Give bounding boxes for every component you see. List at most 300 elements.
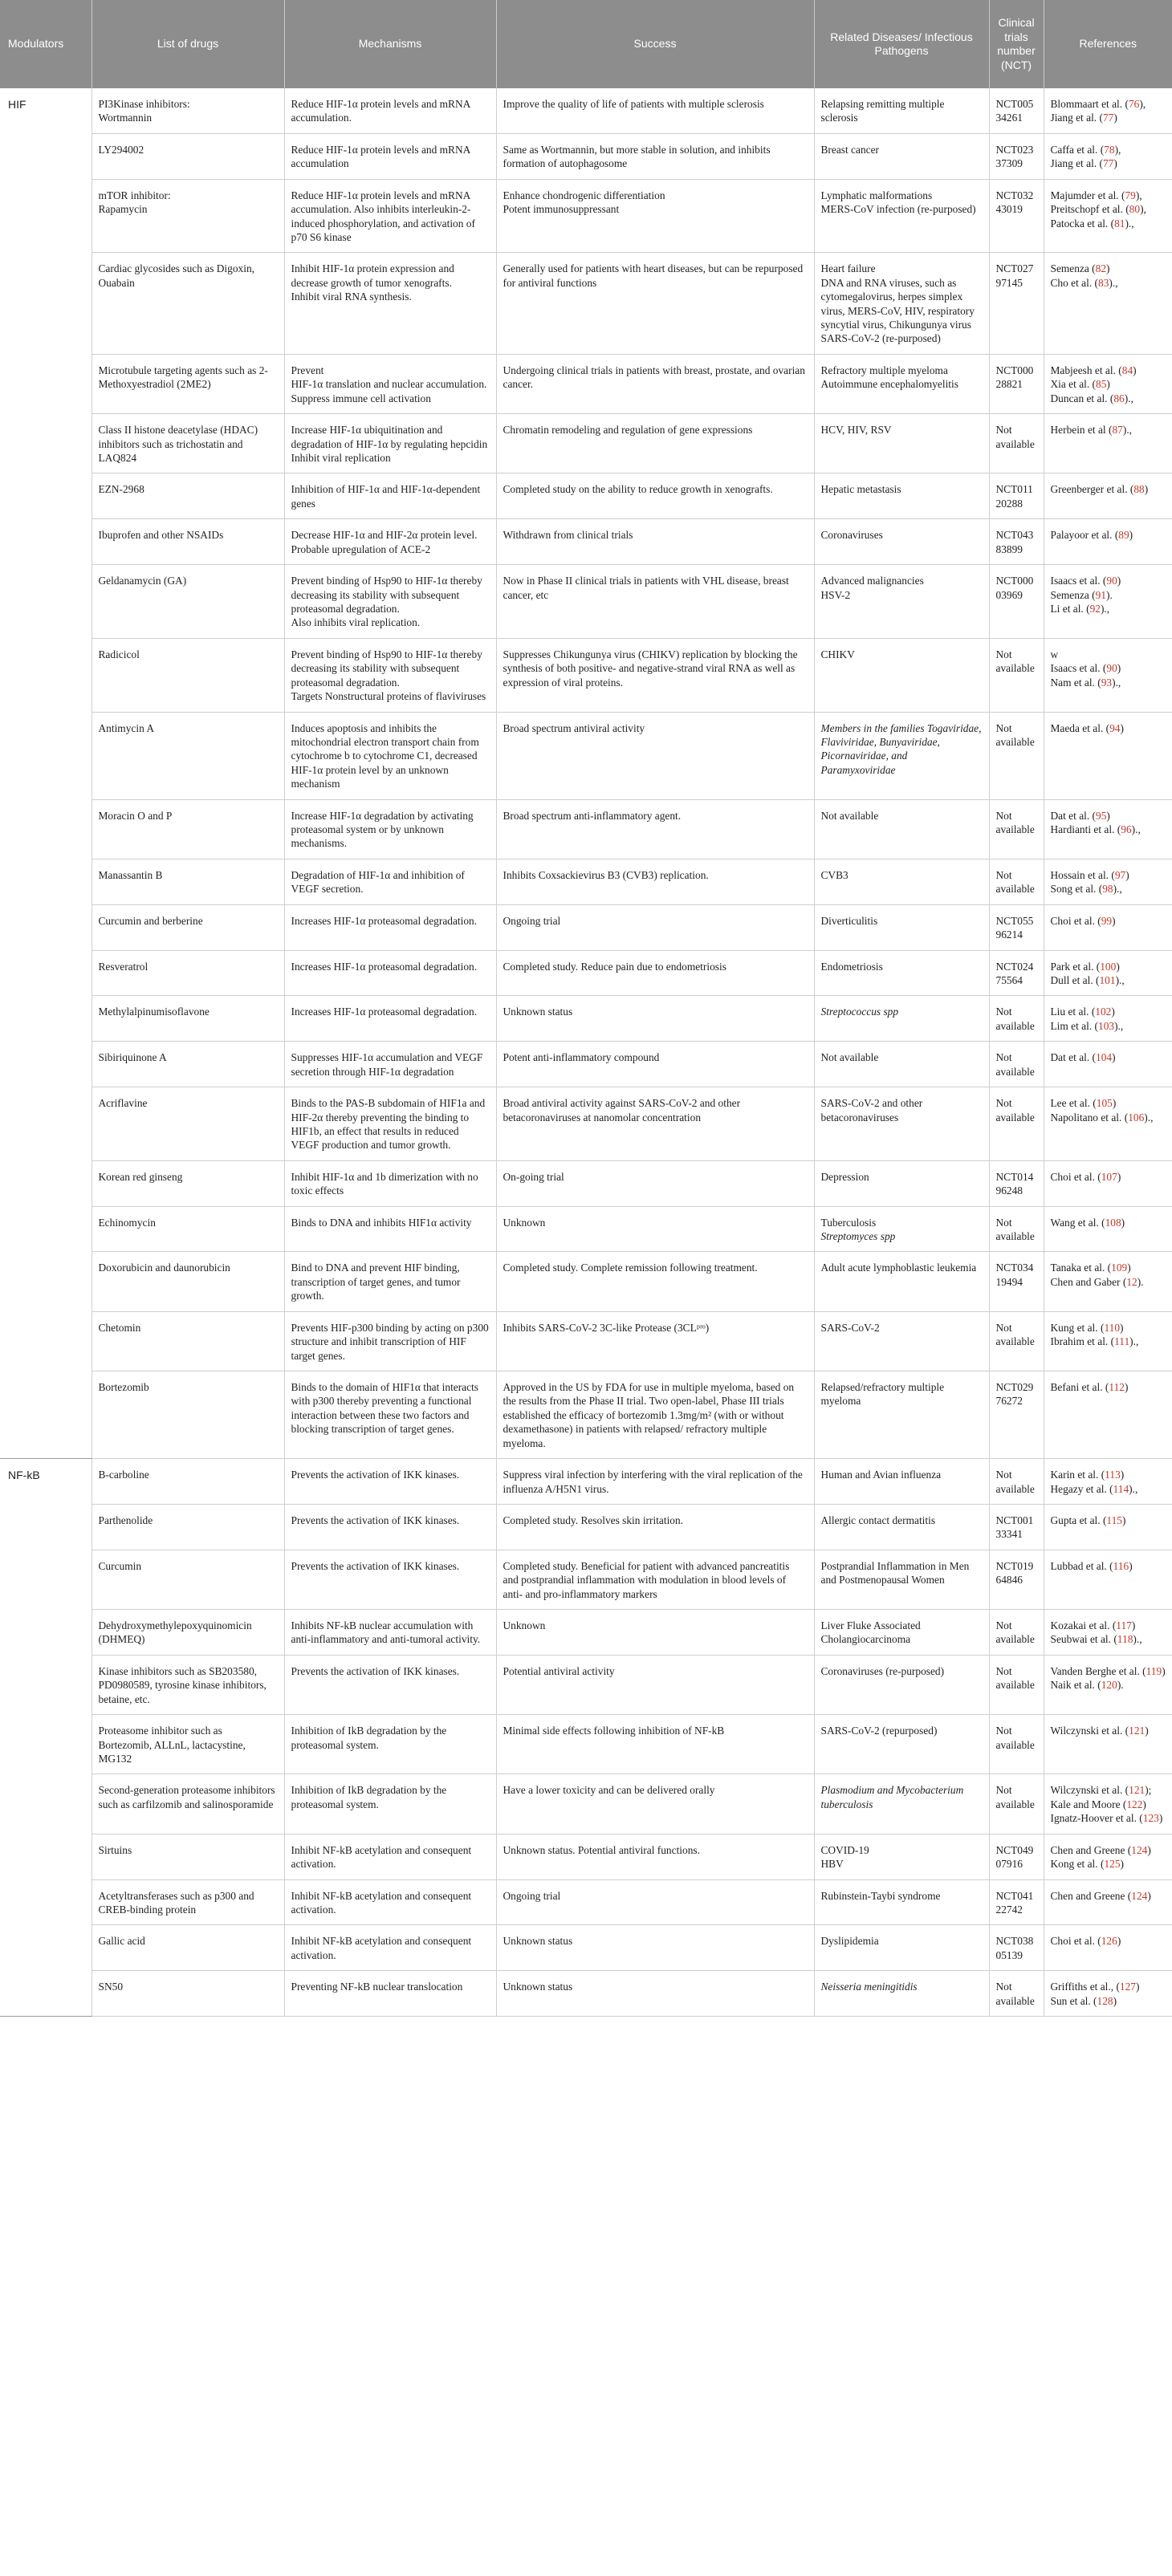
reference-link[interactable]: 123 [1142,1812,1159,1825]
header-drugs: List of drugs [92,0,284,88]
reference-item: Choi et al. (107) [1050,1170,1121,1183]
reference-item: Chen and Greene (124) [1050,1889,1151,1902]
drug-cell: EZN-2968 [92,473,284,519]
table-row [0,354,1172,413]
reference-link[interactable]: 78 [1104,143,1115,156]
nct-cell: NCT04383899 [989,519,1044,565]
nct-cell: Not available [989,859,1044,904]
reference-link[interactable]: 91 [1095,588,1107,601]
success-cell: Undergoing clinical trials in patients with breast, prostate, and ovarian cancer. [496,354,814,413]
reference-link[interactable]: 77 [1102,112,1114,124]
reference-link[interactable]: 79 [1125,189,1136,201]
references-cell [1044,414,1172,473]
reference-item: Lee et al. (105) [1050,1097,1117,1110]
references-cell [1044,1834,1172,1879]
disease-cell [814,1206,989,1252]
references-cell [1044,1459,1172,1505]
nct-cell: NCT01964846 [989,1550,1044,1609]
references-cell [1044,1610,1172,1656]
table-row [0,996,1172,1042]
header-diseases: Related Diseases/ Infectious Pathogens [814,0,989,88]
disease-cell: Diverticulitis [814,904,989,950]
reference-link[interactable]: 115 [1106,1514,1122,1526]
nct-cell: Not available [989,1206,1044,1252]
drug-cell: Moracin O and P [92,799,284,859]
reference-link[interactable]: 112 [1109,1381,1125,1393]
references-cell [1044,638,1172,712]
mechanism-cell: Inhibition of HIF-1α and HIF-1α-dependent genes [284,473,496,519]
mechanism-cell: Induces apoptosis and inhibits the mitochondrial electron transport chain from cytochrome b to cytochrome C1, decreased HIF-1α protein level by an unknown mechanism [284,712,496,799]
reference-link[interactable]: 128 [1097,1994,1113,2007]
reference-link[interactable]: 110 [1104,1321,1121,1334]
drug-cell: Gallic acid [92,1925,284,1971]
reference-link[interactable]: 76 [1128,98,1140,110]
reference-item: Nam et al. (93)., [1050,676,1121,689]
reference-item: Liu et al. (102) [1050,1006,1115,1018]
mechanism-cell: Prevents the activation of IKK kinases. [284,1504,496,1550]
mechanism-cell: Prevents the activation of IKK kinases. [284,1459,496,1505]
reference-item: Napolitano et al. (106)., [1050,1111,1154,1123]
disease-line: Tuberculosis [820,1216,877,1229]
reference-item: Duncan et al. (86)., [1050,392,1133,404]
reference-link[interactable]: 90 [1106,575,1117,587]
reference-link[interactable]: 88 [1133,483,1145,496]
drug-cell: Parthenolide [92,1504,284,1550]
reference-link[interactable]: 119 [1146,1664,1162,1677]
table-row [0,859,1172,904]
reference-item: Choi et al. (99) [1050,914,1116,927]
success-cell: Minimal side effects following inhibition of NF-kB [496,1715,814,1774]
mechanism-cell: Reduce HIF-1α protein levels and mRNA accumulation. Also inhibits interleukin-2-induced phosphorylation, and activation of p70 S6 kinase [284,179,496,253]
nct-cell: NCT00028821 [989,354,1044,413]
drug-cell: Class II histone deacetylase (HDAC) inhibitors such as trichostatin and LAQ824 [92,414,284,473]
reference-item: Majumder et al. (79), [1050,189,1142,201]
reference-item: Blommaart et al. (76), [1050,98,1146,110]
nct-cell: NCT01120288 [989,473,1044,519]
table-row [0,88,1172,133]
reference-link[interactable]: 84 [1121,364,1133,376]
reference-link[interactable]: 87 [1112,424,1123,437]
reference-item: Greenberger et al. (88) [1050,483,1149,496]
success-cell: Broad spectrum antiviral activity [496,712,814,799]
drug-cell: PI3Kinase inhibitors: Wortmannin [92,88,284,133]
references-cell [1044,1252,1172,1311]
reference-link[interactable]: 82 [1095,262,1107,275]
success-cell: Generally used for patients with heart diseases, but can be repurposed for antiviral functions [496,253,814,355]
drug-cell: Radicicol [92,638,284,712]
drug-cell: Kinase inhibitors such as SB203580, PD0980589, tyrosine kinase inhibitors, betaine, etc. [92,1655,284,1714]
disease-cell: Coronaviruses (re-purposed) [814,1655,989,1714]
reference-item: Kale and Moore (122) [1050,1798,1146,1810]
reference-link[interactable]: 93 [1101,676,1113,689]
success-cell: Broad antiviral activity against SARS-CoV-2 and other betacoronaviruses at nanomolar concentration [496,1087,814,1161]
success-cell: Unknown status [496,1925,814,1971]
reference-link[interactable]: 109 [1111,1262,1128,1274]
success-cell: Approved in the US by FDA for use in multiple myeloma, based on the results from the Phase II trial. Two open-label, Phase III trials established the efficacy of bortezomib 1.3mg/m² (with or without dexamethasone) in patients with relapsed/ refractory multiple myeloma. [496,1371,814,1459]
table-row [0,1252,1172,1311]
disease-cell: COVID-19 HBV [814,1834,989,1879]
mechanism-cell: Prevents HIF-p300 binding by acting on p300 structure and inhibit transcription of HIF target genes. [284,1311,496,1371]
reference-item: Griffiths et al., (127) [1050,1981,1140,1993]
table-row [0,904,1172,950]
nct-cell: NCT02337309 [989,133,1044,179]
drug-cell: LY294002 [92,133,284,179]
references-cell [1044,1879,1172,1925]
references-cell [1044,179,1172,253]
reference-item: Semenza (82) [1050,262,1110,275]
reference-item: Isaacs et al. (90) [1050,575,1121,587]
drug-cell: Acetyltransferases such as p300 and CREB-binding protein [92,1879,284,1925]
drug-cell: Sirtuins [92,1834,284,1879]
table-row [0,1834,1172,1879]
reference-item: Patocka et al. (81)., [1050,217,1134,230]
reference-item: Ibrahim et al. (111)., [1050,1335,1139,1348]
reference-item: Xia et al. (85) [1050,378,1110,391]
success-cell: Improve the quality of life of patients with multiple sclerosis [496,88,814,133]
table-row [0,1925,1172,1971]
reference-item: Wilczynski et al. (121); [1050,1784,1152,1797]
reference-link[interactable]: 80 [1129,203,1141,216]
table-row [0,1371,1172,1459]
reference-link[interactable]: 124 [1131,1889,1148,1902]
drug-cell: Curcumin [92,1550,284,1609]
reference-item: Ignatz-Hoover et al. (123) [1050,1812,1163,1825]
success-cell: Have a lower toxicity and can be delivered orally [496,1774,814,1834]
disease-cell: Heart failure DNA and RNA viruses, such as cytomegalovirus, herpes simplex virus, MERS-CoV, HIV, respiratory syncytial virus, Chikungunya virus SARS-CoV-2 (re-purposed) [814,253,989,355]
success-cell: Inhibits Coxsackievirus B3 (CVB3) replication. [496,859,814,904]
mechanism-cell: Inhibit HIF-1α and 1b dimerization with no toxic effects [284,1160,496,1206]
nct-cell: NCT00133341 [989,1504,1044,1550]
reference-link[interactable]: 111 [1114,1335,1130,1348]
table-row [0,1774,1172,1834]
reference-link[interactable]: 96 [1121,823,1132,836]
drug-cell: Chetomin [92,1311,284,1371]
reference-item: Preitschopf et al. (80), [1050,203,1146,216]
header-nct: Clinical trials number (NCT) [989,0,1044,88]
table-row [0,133,1172,179]
table-row [0,1160,1172,1206]
nct-cell: Not available [989,638,1044,712]
reference-link[interactable]: 89 [1118,529,1129,542]
reference-link[interactable]: 120 [1101,1679,1117,1692]
reference-link[interactable]: 12 [1126,1275,1137,1288]
reference-link[interactable]: 121 [1129,1725,1146,1737]
disease-cell: SARS-CoV-2 [814,1311,989,1371]
reference-item: Befani et al. (112) [1050,1381,1129,1393]
drug-cell: Methylalpinumisoflavone [92,996,284,1042]
reference-item: Hardianti et al. (96)., [1050,823,1141,836]
nct-cell: NCT02976272 [989,1371,1044,1459]
table-row [0,179,1172,253]
reference-item: w [1050,648,1059,660]
reference-link[interactable]: 118 [1117,1633,1133,1646]
disease-cell: Neisseria meningitidis [814,1971,989,2017]
references-cell [1044,133,1172,179]
reference-item: Sun et al. (128) [1050,1994,1117,2007]
references-cell [1044,88,1172,133]
nct-cell: NCT03243019 [989,179,1044,253]
disease-cell: Coronaviruses [814,519,989,565]
success-cell: Chromatin remodeling and regulation of gene expressions [496,414,814,473]
mechanism-cell: Prevent binding of Hsp90 to HIF-1α thereby decreasing its stability with subsequent proteasomal degradation. Also inhibits viral replication. [284,565,496,639]
drug-cell: Dehydroxymethylepoxyquinomicin (DHMEQ) [92,1610,284,1656]
reference-item: Jiang et al. (77) [1050,112,1117,124]
reference-item: Wang et al. (108) [1050,1216,1125,1229]
reference-link[interactable]: 105 [1096,1097,1113,1110]
nct-cell: Not available [989,1774,1044,1834]
nct-cell: Not available [989,799,1044,859]
reference-item: Lim et al. (103)., [1050,1019,1124,1032]
disease-cell: Adult acute lymphoblastic leukemia [814,1252,989,1311]
reference-link[interactable]: 94 [1109,721,1121,734]
success-cell: Unknown status. Potential antiviral functions. [496,1834,814,1879]
disease-cell: CVB3 [814,859,989,904]
success-cell: Potent anti-inflammatory compound [496,1042,814,1087]
disease-cell: Refractory multiple myeloma Autoimmune encephalomyelitis [814,354,989,413]
references-cell [1044,1504,1172,1550]
reference-item: Naik et al. (120). [1050,1679,1124,1692]
disease-cell: Streptococcus spp [814,996,989,1042]
table-row [0,712,1172,799]
table-body [0,88,1172,2017]
reference-item: Semenza (91). [1050,588,1113,601]
table-row [0,638,1172,712]
success-cell: Same as Wortmannin, but more stable in solution, and inhibits formation of autophagosome [496,133,814,179]
references-cell [1044,1925,1172,1971]
drug-cell: Antimycin A [92,712,284,799]
mechanism-cell: Increases HIF-1α proteasomal degradation. [284,904,496,950]
drug-cell: SN50 [92,1971,284,2017]
nct-cell: NCT00003969 [989,565,1044,639]
reference-link[interactable]: 103 [1098,1019,1115,1032]
nct-cell: Not available [989,1610,1044,1656]
header-mechanisms: Mechanisms [284,0,496,88]
reference-item: Park et al. (100) [1050,960,1120,973]
success-cell: Completed study on the ability to reduce growth in xenografts. [496,473,814,519]
success-cell: Unknown status [496,996,814,1042]
references-cell [1044,1160,1172,1206]
drug-cell: B-carboline [92,1459,284,1505]
reference-link[interactable]: 126 [1101,1935,1117,1948]
disease-cell: Depression [814,1160,989,1206]
references-cell [1044,1774,1172,1834]
mechanism-cell: Prevent binding of Hsp90 to HIF-1α thereby decreasing its stability with subsequent proteasomal degradation. Targets Nonstructural proteins of flaviviruses [284,638,496,712]
nct-cell: NCT05596214 [989,904,1044,950]
header-modulators: Modulators [0,0,92,88]
references-cell [1044,1311,1172,1371]
table-row [0,519,1172,565]
reference-link[interactable]: 101 [1099,973,1116,986]
references-cell [1044,1206,1172,1252]
disease-cell: Allergic contact dermatitis [814,1504,989,1550]
drug-cell: Cardiac glycosides such as Digoxin, Ouabain [92,253,284,355]
table-row [0,1206,1172,1252]
table-row [0,1087,1172,1161]
reference-link[interactable]: 114 [1113,1482,1129,1495]
references-cell [1044,904,1172,950]
reference-link[interactable]: 106 [1128,1111,1145,1123]
modulator-cell: NF-kB [0,1459,92,2017]
reference-link[interactable]: 108 [1105,1216,1121,1229]
disease-cell: SARS-CoV-2 (repurposed) [814,1715,989,1774]
success-cell: Suppresses Chikungunya virus (CHIKV) replication by blocking the synthesis of both positive- and negative-strand viral RNA as well as expression of viral proteins. [496,638,814,712]
drug-cell: Doxorubicin and daunorubicin [92,1252,284,1311]
disease-cell: Breast cancer [814,133,989,179]
nct-cell: Not available [989,1971,1044,2017]
table-row [0,1311,1172,1371]
table-row [0,1610,1172,1656]
success-cell: Suppress viral infection by interfering with the viral replication of the influenza A/H5N1 virus. [496,1459,814,1505]
reference-link[interactable]: 90 [1106,662,1117,675]
success-cell: On-going trial [496,1160,814,1206]
disease-cell: SARS-CoV-2 and other betacoronaviruses [814,1087,989,1161]
reference-link[interactable]: 85 [1096,378,1107,391]
reference-item: Choi et al. (126) [1050,1935,1121,1948]
drug-cell: Geldanamycin (GA) [92,565,284,639]
reference-link[interactable]: 102 [1095,1006,1112,1018]
table-row [0,1715,1172,1774]
table-row [0,799,1172,859]
disease-cell: Not available [814,799,989,859]
reference-link[interactable]: 116 [1113,1559,1129,1572]
reference-link[interactable]: 124 [1131,1843,1148,1856]
reference-link[interactable]: 86 [1113,392,1125,404]
reference-item: Li et al. (92)., [1050,602,1110,615]
success-cell: Completed study. Beneficial for patient with advanced pancreatitis and postprandial inflammation with modulation in blood levels of anti- and pro-inflammatory markers [496,1550,814,1609]
disease-cell: Dyslipidemia [814,1925,989,1971]
reference-link[interactable]: 81 [1114,217,1125,230]
reference-link[interactable]: 99 [1101,914,1113,927]
reference-item: Maeda et al. (94) [1050,721,1124,734]
disease-cell: Rubinstein-Taybi syndrome [814,1879,989,1925]
reference-link[interactable]: 113 [1105,1469,1121,1481]
success-cell: Withdrawn from clinical trials [496,519,814,565]
mechanism-cell: Increase HIF-1α degradation by activating proteasomal system or by unknown mechanisms. [284,799,496,859]
nct-cell: NCT02475564 [989,950,1044,996]
reference-link[interactable]: 117 [1116,1619,1132,1632]
reference-link[interactable]: 98 [1102,883,1113,896]
reference-link[interactable]: 100 [1100,960,1117,973]
mechanism-cell: Suppresses HIF-1α accumulation and VEGF secretion through HIF-1α degradation [284,1042,496,1087]
reference-item: Gupta et al. (115) [1050,1514,1126,1526]
reference-item: Dull et al. (101)., [1050,973,1125,986]
nct-cell: Not available [989,1715,1044,1774]
table-row [0,1459,1172,1505]
references-cell [1044,950,1172,996]
nct-cell: NCT04122742 [989,1879,1044,1925]
header-references: References [1044,0,1172,88]
reference-link[interactable]: 121 [1129,1784,1146,1797]
reference-item: Kozakai et al. (117) [1050,1619,1136,1632]
reference-link[interactable]: 122 [1126,1798,1143,1810]
success-cell: Completed study. Complete remission following treatment. [496,1252,814,1311]
table-row [0,565,1172,639]
modulator-cell: HIF [0,88,92,1459]
success-cell: Enhance chondrogenic differentiation Potent immunosuppressant [496,179,814,253]
mechanism-cell: Inhibit NF-kB acetylation and consequent activation. [284,1879,496,1925]
drug-cell: mTOR inhibitor: Rapamycin [92,179,284,253]
table-row [0,1879,1172,1925]
mechanism-cell: Bind to DNA and prevent HIF binding, transcription of target genes, and tumor growth. [284,1252,496,1311]
reference-link[interactable]: 107 [1101,1170,1117,1183]
disease-cell: Postprandial Inflammation in Men and Postmenopausal Women [814,1550,989,1609]
reference-item: Kung et al. (110) [1050,1321,1124,1334]
success-cell: Unknown [496,1610,814,1656]
success-cell: Now in Phase II clinical trials in patients with VHL disease, breast cancer, etc [496,565,814,639]
references-cell [1044,1087,1172,1161]
mechanism-cell: Prevent HIF-1α translation and nuclear accumulation. Suppress immune cell activation [284,354,496,413]
drug-cell: Korean red ginseng [92,1160,284,1206]
nct-cell: Not available [989,414,1044,473]
drug-cell: Bortezomib [92,1371,284,1459]
drug-cell: Sibiriquinone A [92,1042,284,1087]
table-row [0,1504,1172,1550]
reference-link[interactable]: 77 [1102,157,1114,170]
reference-link[interactable]: 92 [1089,602,1101,615]
drug-cell: Second-generation proteasome inhibitors such as carfilzomib and salinosporamide [92,1774,284,1834]
table-row [0,950,1172,996]
references-cell [1044,1042,1172,1087]
drug-cell: Resveratrol [92,950,284,996]
reference-link[interactable]: 127 [1119,1981,1136,1993]
mechanism-cell: Reduce HIF-1α protein levels and mRNA accumulation [284,133,496,179]
mechanism-cell: Inhibit NF-kB acetylation and consequent activation. [284,1925,496,1971]
disease-cell: Members in the families Togaviridae, Flaviviridae, Bunyaviridae, Picornaviridae, and Paramyxoviridae [814,712,989,799]
drug-cell: Ibuprofen and other NSAIDs [92,519,284,565]
reference-item: Lubbad et al. (116) [1050,1559,1133,1572]
table-row [0,1042,1172,1087]
reference-link[interactable]: 97 [1114,868,1126,881]
mechanism-cell: Binds to the domain of HIF1α that interacts with p300 thereby preventing a functional interaction between these two factors and blocking transcription of target genes. [284,1371,496,1459]
success-cell: Completed study. Resolves skin irritation. [496,1504,814,1550]
mechanism-cell: Prevents the activation of IKK kinases. [284,1655,496,1714]
disease-cell: Relapsed/refractory multiple myeloma [814,1371,989,1459]
reference-link[interactable]: 95 [1096,809,1107,822]
reference-item: Palayoor et al. (89) [1050,529,1133,542]
success-cell: Broad spectrum anti-inflammatory agent. [496,799,814,859]
disease-cell: Relapsing remitting multiple sclerosis [814,88,989,133]
reference-item: Hegazy et al. (114)., [1050,1482,1138,1495]
reference-link[interactable]: 104 [1096,1051,1113,1064]
table-row [0,1971,1172,2017]
nct-cell: NCT03805139 [989,1925,1044,1971]
reference-link[interactable]: 83 [1098,276,1109,289]
disease-cell: Advanced malignancies HSV-2 [814,565,989,639]
nct-cell: Not available [989,1311,1044,1371]
nct-cell: NCT01496248 [989,1160,1044,1206]
reference-item: Cho et al. (83)., [1050,276,1118,289]
references-cell [1044,565,1172,639]
mechanism-cell: Reduce HIF-1α protein levels and mRNA accumulation. [284,88,496,133]
disease-cell: Liver Fluke Associated Cholangiocarcinoma [814,1610,989,1656]
nct-cell: NCT02797145 [989,253,1044,355]
disease-cell: Hepatic metastasis [814,473,989,519]
reference-link[interactable]: 125 [1104,1858,1121,1871]
drug-cell: Proteasome inhibitor such as Bortezomib, ALLnL, lactacystine, MG132 [92,1715,284,1774]
reference-item: Jiang et al. (77) [1050,157,1117,170]
nct-cell: NCT00534261 [989,88,1044,133]
success-cell: Completed study. Reduce pain due to endometriosis [496,950,814,996]
reference-item: Chen and Gaber (12). [1050,1275,1144,1288]
references-cell [1044,996,1172,1042]
reference-item: Hossain et al. (97) [1050,868,1129,881]
mechanism-cell: Increases HIF-1α proteasomal degradation. [284,950,496,996]
table-row [0,473,1172,519]
mechanism-cell: Binds to the PAS-B subdomain of HIF1a and HIF-2α thereby preventing the binding to HIF1b, an effect that results in reduced VEGF production and tumor growth. [284,1087,496,1161]
references-cell [1044,1655,1172,1714]
reference-item: Tanaka et al. (109) [1050,1262,1131,1274]
table-row [0,1550,1172,1609]
